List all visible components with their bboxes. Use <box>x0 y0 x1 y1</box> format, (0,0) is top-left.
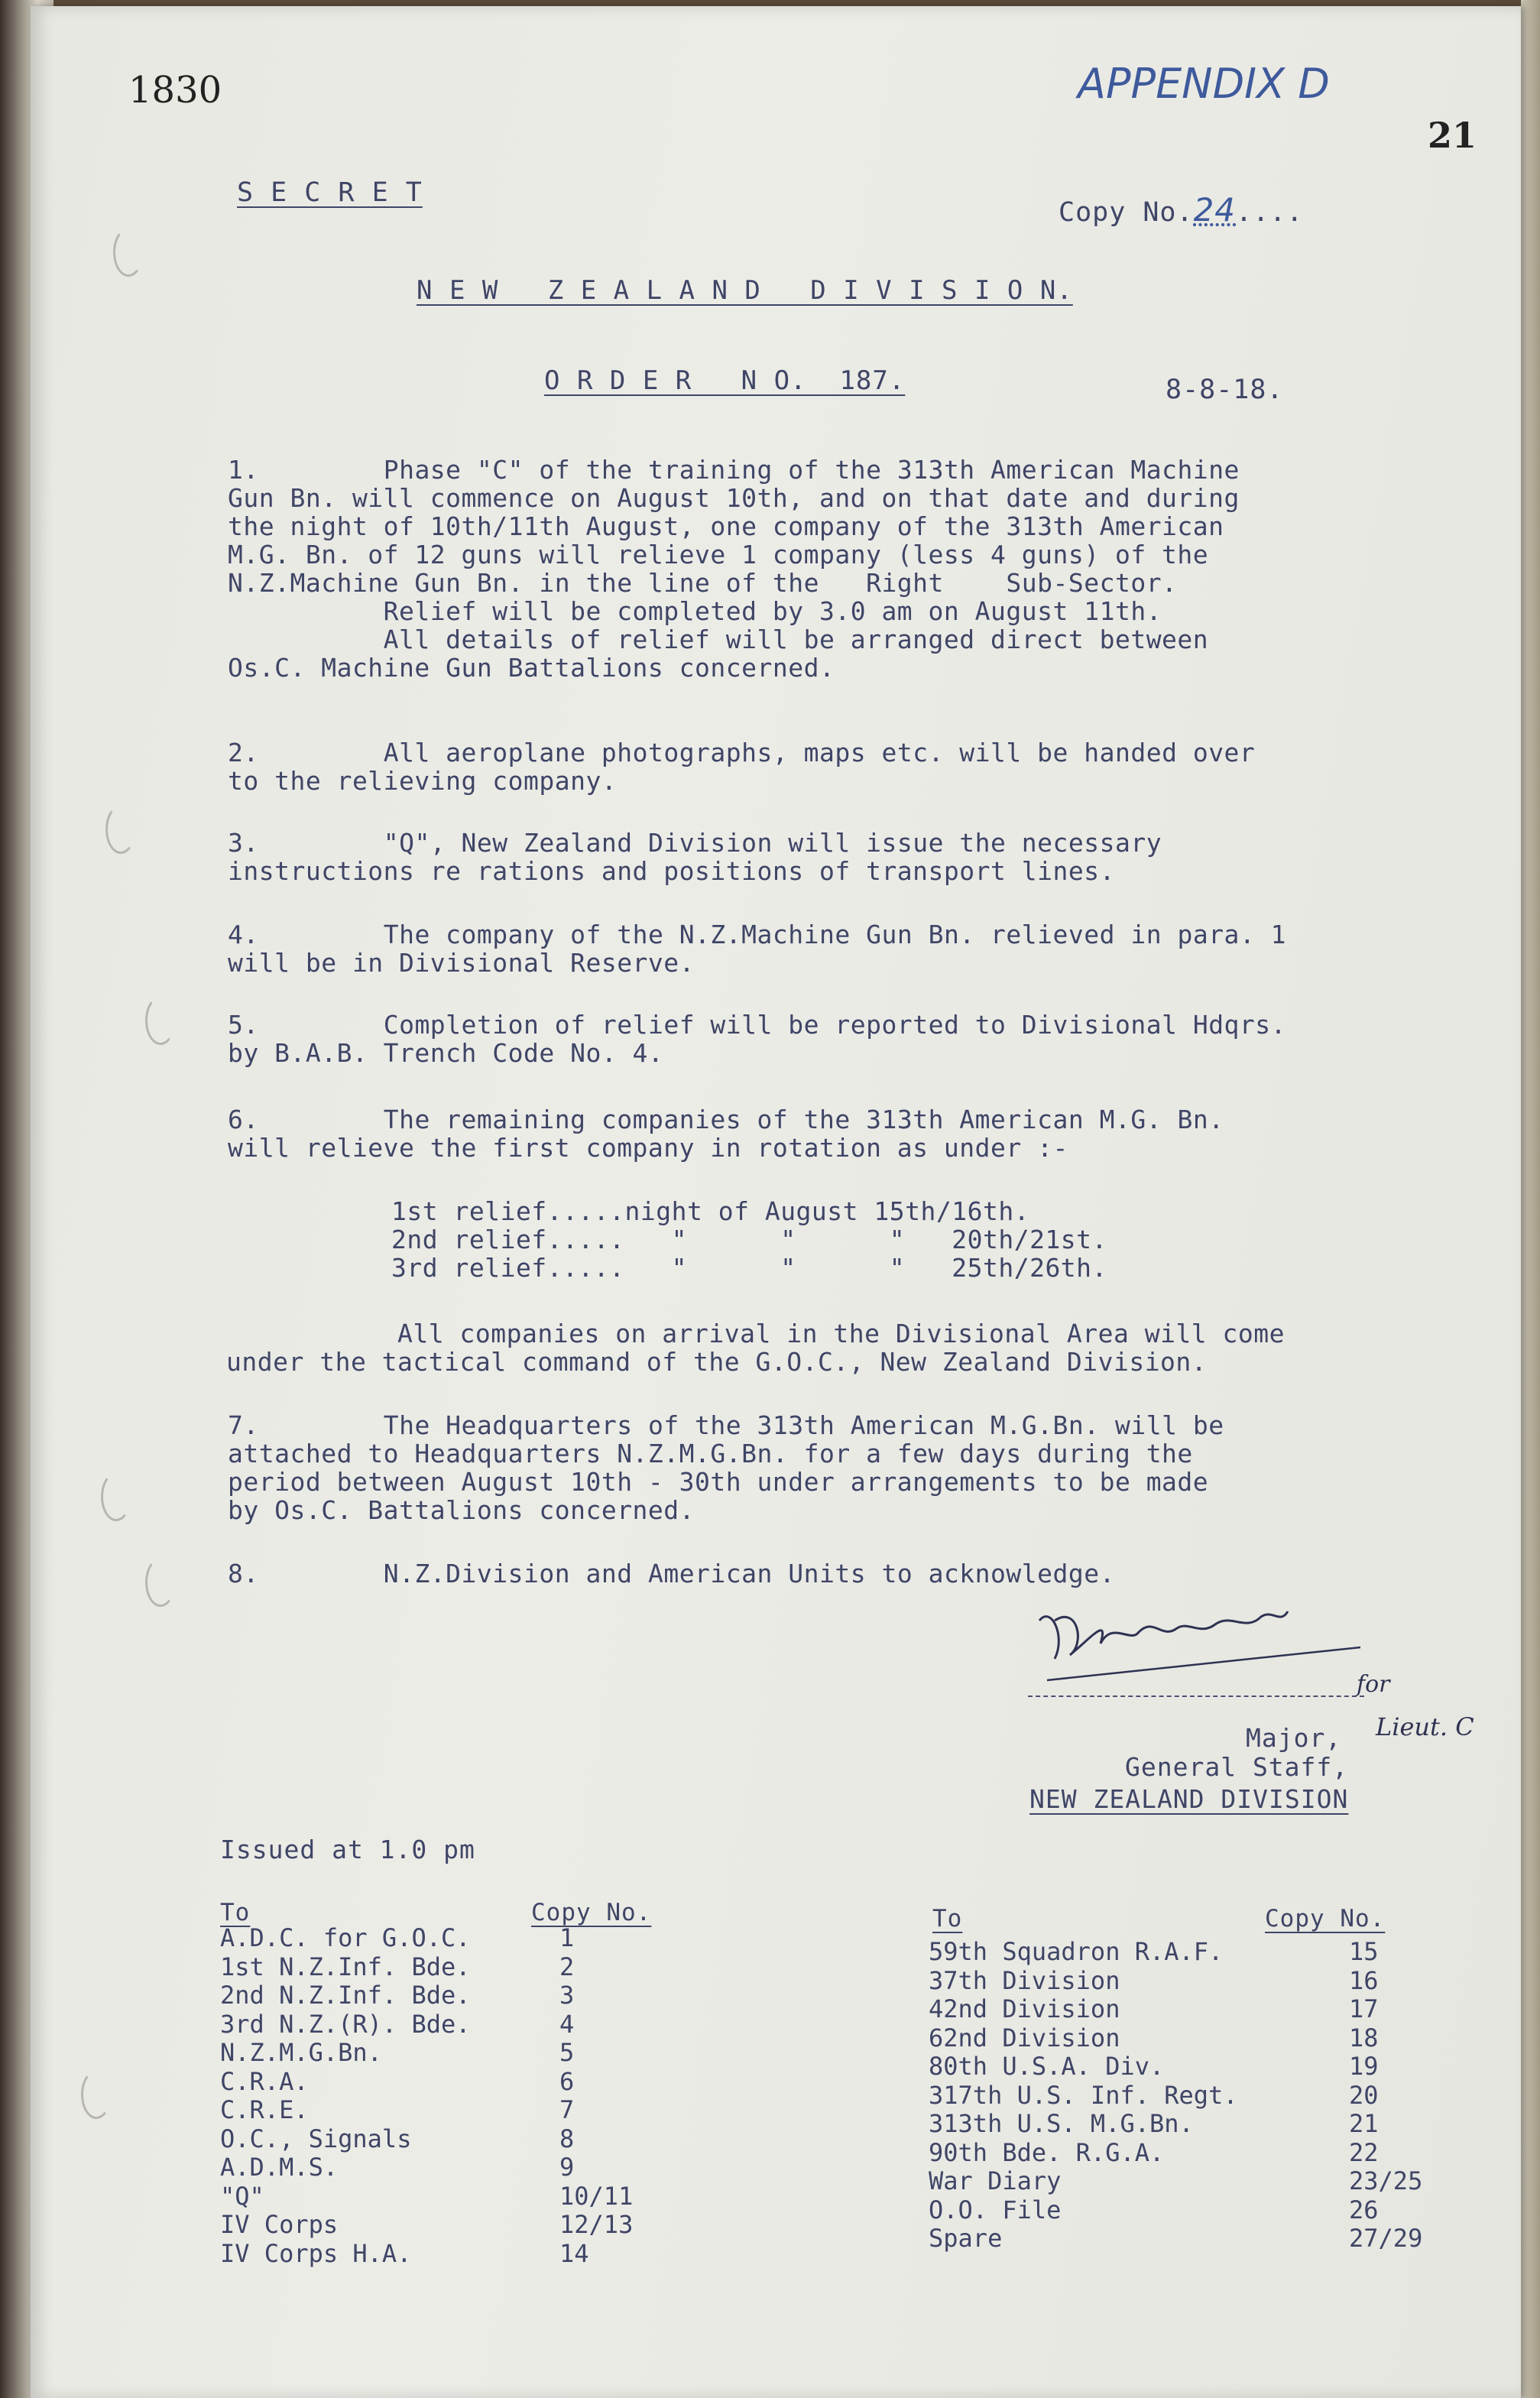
distribution-copy-number: 23/25 <box>1349 2166 1423 2195</box>
distribution-copy-number: 2 <box>559 1952 575 1981</box>
issued-time: Issued at 1.0 pm <box>220 1835 475 1864</box>
distribution-recipient: Spare <box>929 2224 1003 2253</box>
punch-hole <box>105 805 136 854</box>
paragraph-8: 8. N.Z.Division and American Units to acknowledge. <box>228 1559 1115 1588</box>
paragraph-1: 1. Phase "C" of the training of the 313th American Machine Gun Bn. will commence on August 10th, and on that date and during the night of 10th/11th August, one company of the 313th American M.G. Bn. of 12 guns will relieve 1 company (less 4 guns) of the N.Z.Machine Gun Bn. in the line of the Right Sub-Sector. Relief will be completed by 3.0 am on August 11th. All details of relief will be arranged direct between Os.C. Machine Gun Battalions concerned. <box>228 455 1240 683</box>
tactical-command-note: All companies on arrival in the Divisional Area will come under the tactical command of the G.O.C., New Zealand Division. <box>226 1319 1285 1377</box>
division-title: N E W Z E A L A N D D I V I S I O N. <box>417 275 1073 306</box>
distribution-copy-number: 17 <box>1349 1994 1379 2023</box>
distribution-recipient: 1st N.Z.Inf. Bde. <box>220 1952 471 1981</box>
distribution-recipient: IV Corps <box>220 2210 339 2239</box>
page-number: 21 <box>1428 115 1477 156</box>
distribution-copy-number: 26 <box>1349 2195 1379 2224</box>
signatory-unit: NEW ZEALAND DIVISION <box>1029 1784 1349 1814</box>
distribution-copy-number: 20 <box>1349 2080 1379 2110</box>
distribution-copy-number: 27/29 <box>1349 2224 1423 2253</box>
distribution-copy-number: 16 <box>1349 1965 1379 1995</box>
paragraph-2: 2. All aeroplane photographs, maps etc. will be handed over to the relieving company. <box>228 738 1256 796</box>
signature-scrawl <box>1024 1590 1376 1689</box>
distribution-recipient: 317th U.S. Inf. Regt. <box>929 2080 1238 2110</box>
order-title: O R D E R N O. 187. <box>544 365 906 396</box>
distribution-copy-number: 6 <box>559 2066 575 2096</box>
page-stack-edge <box>1521 0 1540 2398</box>
signatory-staff: General Staff, <box>1125 1752 1349 1782</box>
paragraph-4: 4. The company of the N.Z.Machine Gun Bn. relieved in para. 1 will be in Divisional Reserve. <box>228 920 1287 978</box>
distribution-recipient: A.D.M.S. <box>220 2153 339 2182</box>
dist-right-copy-header: Copy No. <box>1265 1905 1386 1932</box>
distribution-recipient: O.O. File <box>929 2195 1062 2224</box>
order-date: 8-8-18. <box>1166 375 1284 405</box>
distribution-copy-number: 5 <box>559 2038 575 2067</box>
distribution-recipient: O.C., Signals <box>220 2124 412 2153</box>
distribution-copy-number: 7 <box>559 2095 575 2124</box>
distribution-copy-number: 15 <box>1349 1937 1379 1966</box>
distribution-copy-number: 3 <box>559 1981 575 2010</box>
distribution-copy-number: 18 <box>1349 2023 1379 2052</box>
punch-hole <box>113 228 144 277</box>
dist-left-copy-header: Copy No. <box>531 1899 652 1926</box>
distribution-recipient: War Diary <box>929 2166 1062 2195</box>
distribution-recipient: 80th U.S.A. Div. <box>929 2052 1165 2081</box>
distribution-copy-number: 10/11 <box>559 2181 634 2211</box>
distribution-recipient: 3rd N.Z.(R). Bde. <box>220 2009 471 2039</box>
signature-line <box>1028 1695 1364 1697</box>
distribution-recipient: 37th Division <box>929 1965 1120 1995</box>
signature-for-note: for <box>1357 1671 1390 1698</box>
distribution-recipient: 313th U.S. M.G.Bn. <box>929 2109 1194 2138</box>
distribution-copy-number: 4 <box>559 2009 575 2039</box>
distribution-recipient: 59th Squadron R.A.F. <box>929 1937 1224 1966</box>
distribution-copy-number: 1 <box>559 1923 575 1952</box>
folio-number: 1830 <box>128 69 222 112</box>
distribution-copy-number: 21 <box>1349 2109 1379 2138</box>
classification: S E C R E T <box>237 177 423 208</box>
relief-schedule: 1st relief.....night of August 15th/16th. 2nd relief..... " " " 20th/21st. 3rd relief..... " " " 25th/26th. <box>391 1196 1107 1283</box>
distribution-recipient: 62nd Division <box>929 2023 1120 2052</box>
signature-lieut-note: Lieut. C <box>1376 1712 1474 1741</box>
appendix-note: APPENDIX D <box>1078 60 1330 108</box>
punch-hole <box>101 1472 131 1521</box>
distribution-recipient: 42nd Division <box>929 1994 1120 2023</box>
paragraph-5: 5. Completion of relief will be reported to Divisional Hdqrs. by B.A.B. Trench Code No. 4. <box>228 1010 1287 1068</box>
distribution-copy-number: 14 <box>559 2238 589 2268</box>
dist-left-to-header: To <box>220 1899 251 1926</box>
distribution-recipient: N.Z.M.G.Bn. <box>220 2038 382 2067</box>
punch-hole <box>81 2070 112 2119</box>
paragraph-6: 6. The remaining companies of the 313th American M.G. Bn. will relieve the first company in rotation as under :- <box>228 1105 1224 1163</box>
signatory-rank: Major, <box>1246 1723 1342 1753</box>
punch-hole <box>145 1558 176 1607</box>
distribution-copy-number: 19 <box>1349 2052 1379 2081</box>
distribution-copy-number: 12/13 <box>559 2210 634 2239</box>
distribution-recipient: IV Corps H.A. <box>220 2238 412 2268</box>
dist-right-to-header: To <box>932 1905 963 1932</box>
distribution-copy-number: 8 <box>559 2124 575 2153</box>
paragraph-3: 3. "Q", New Zealand Division will issue the necessary instructions re rations and positions of transport lines. <box>228 828 1162 886</box>
distribution-recipient: 2nd N.Z.Inf. Bde. <box>220 1981 471 2010</box>
distribution-copy-number: 9 <box>559 2153 575 2182</box>
punch-hole <box>145 996 176 1045</box>
distribution-recipient: "Q" <box>220 2181 264 2211</box>
distribution-recipient: 90th Bde. R.G.A. <box>929 2137 1165 2167</box>
distribution-recipient: A.D.C. for G.O.C. <box>220 1923 471 1952</box>
distribution-recipient: C.R.E. <box>220 2095 309 2124</box>
distribution-recipient: C.R.A. <box>220 2066 309 2096</box>
copy-number-line: Copy No.24.... <box>1059 191 1304 229</box>
distribution-copy-number: 22 <box>1349 2137 1379 2167</box>
paragraph-7: 7. The Headquarters of the 313th American M.G.Bn. will be attached to Headquarters N.Z.M.G.Bn. for a few days during the period between August 10th - 30th under arrangements to be made by Os.C. Battalions concerned. <box>228 1410 1224 1525</box>
